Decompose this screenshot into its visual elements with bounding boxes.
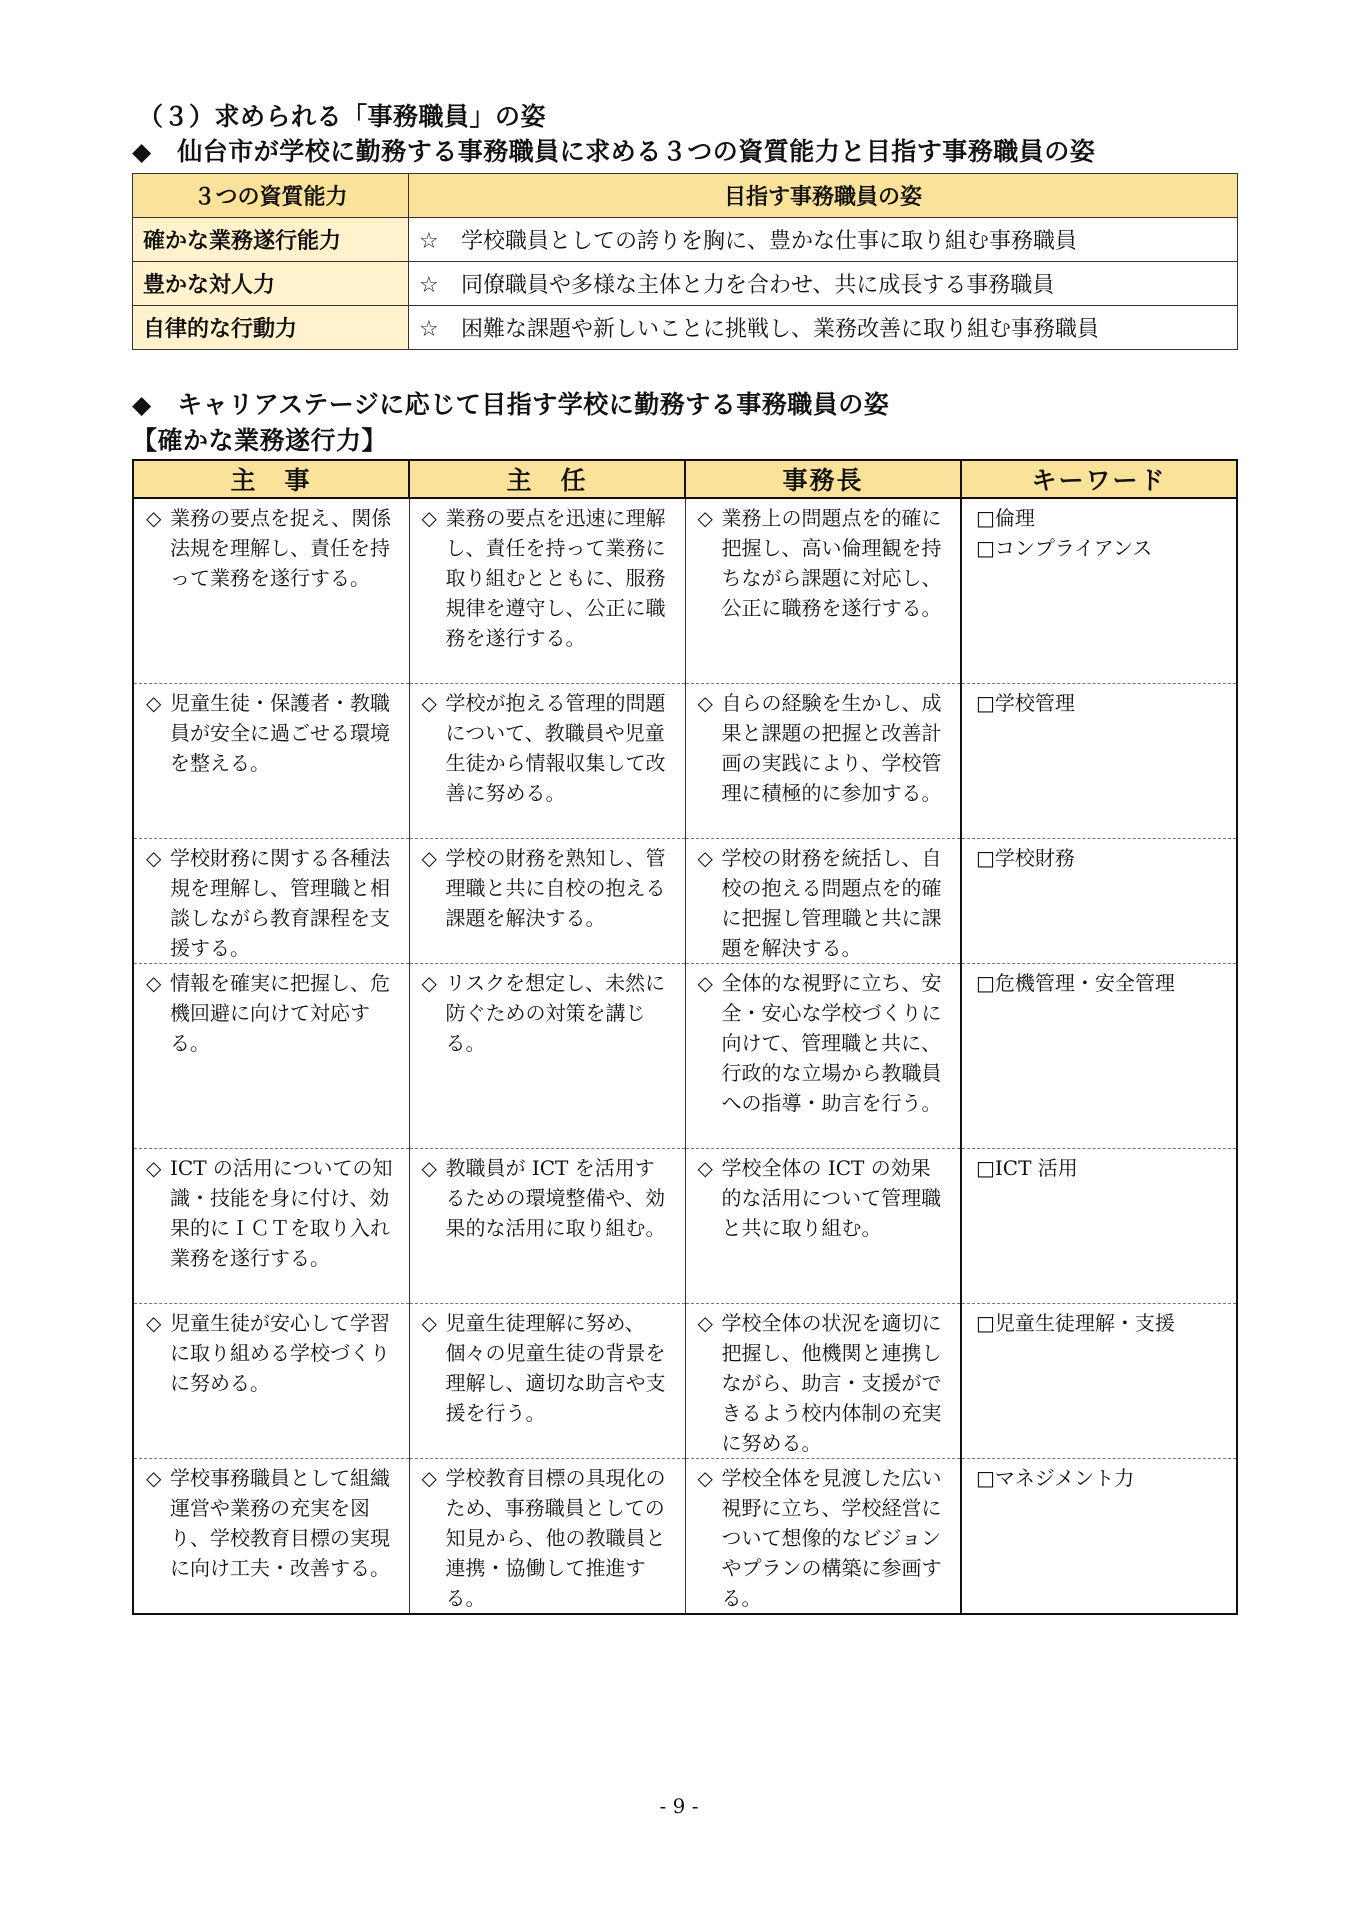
shuji-cell [133,964,409,1149]
header-keyword: キーワード [961,460,1237,498]
subheading-career-stage: ◆ キャリアステージに応じて目指す学校に勤務する事務職員の姿 [132,390,890,419]
diamond-bullet-icon: ◇ [146,971,162,995]
cell-text: 学校事務職員として組織運営や業務の充実を図り、学校教育目標の実現に向け工夫・改善する。 [170,1466,390,1580]
keyword-cell [961,1459,1237,1615]
header-jimucho: 事務長 [685,460,961,498]
keyword-cell [961,1304,1237,1459]
shuji-cell [133,684,409,839]
jimucho-cell [685,1459,961,1615]
cell-text: 学校の財務を統括し、自校の抱える問題点を的確に把握し管理職と共に課題を解決する。 [721,846,942,960]
cell-text: ICT の活用についての知識・技能を身に付け、効果的にＩＣＴを取り入れ業務を遂行する。 [170,1156,393,1270]
cell-text: 学校全体の状況を適切に把握し、他機関と連携しながら、助言・支援ができるよう校内体制の充実に努める。 [721,1311,942,1455]
keyword-item: □ICT 活用 [976,1156,1078,1180]
qualities-table [132,173,1238,350]
shunin-cell [409,1149,685,1304]
star-icon: ☆ [419,273,439,298]
cell-text: 学校全体の ICT の効果的な活用について管理職と共に取り組む。 [721,1156,942,1240]
shuji-cell [133,839,409,964]
diamond-bullet-icon: ◇ [697,846,713,870]
career-table-row [133,1459,1237,1615]
diamond-bullet-icon: ◇ [146,691,162,715]
diamond-bullet-icon: ◇ [421,846,437,870]
qualities-row [133,262,1238,306]
shuji-cell [133,498,409,684]
shuji-cell [133,1459,409,1615]
quality-text: 学校職員としての誇りを胸に、豊かな仕事に取り組む事務職員 [461,229,1078,254]
diamond-bullet-icon: ◇ [146,506,162,530]
career-table-row [133,1304,1237,1459]
header-shuji: 主 事 [133,460,409,498]
quality-text: 同僚職員や多様な主体と力を合わせ、共に成長する事務職員 [461,273,1055,298]
career-table-row [133,684,1237,839]
diamond-bullet-icon: ◇ [146,846,162,870]
career-table-row [133,498,1237,684]
keyword-item: □危機管理・安全管理 [976,971,1175,995]
career-table-row [133,964,1237,1149]
shunin-cell [409,498,685,684]
shuji-cell [133,1149,409,1304]
qualities-row [133,218,1238,262]
diamond-bullet-icon: ◇ [697,1466,713,1490]
keyword-cell [961,964,1237,1149]
cell-text: 学校の財務を熟知し、管理職と共に自校の抱える課題を解決する。 [445,846,666,930]
cell-text: 業務の要点を捉え、関係法規を理解し、責任を持って業務を遂行する。 [170,506,392,590]
diamond-bullet-icon: ◇ [421,1156,437,1180]
section-title: （３）求められる「事務職員」の姿 [138,102,547,131]
cell-text: 児童生徒・保護者・教職員が安全に過ごせる環境を整える。 [170,691,390,775]
diamond-bullet-icon: ◇ [697,1156,713,1180]
shuji-cell [133,1304,409,1459]
career-table-row [133,839,1237,964]
cell-text: リスクを想定し、未然に防ぐための対策を講じる。 [445,971,666,1055]
quality-label: 豊かな対人力 [133,262,409,306]
keyword-cell [961,498,1237,684]
cell-text: 全体的な視野に立ち、安全・安心な学校づくりに向けて、管理職と共に、行政的な立場から教職員への指導・助言を行う。 [721,971,942,1115]
shunin-cell [409,964,685,1149]
shunin-cell [409,1459,685,1615]
keyword-item: □児童生徒理解・支援 [976,1311,1175,1335]
career-stage-table [132,459,1238,1615]
career-table-header [133,460,1237,498]
keyword-item: □マネジメント力 [976,1466,1135,1490]
cell-text: 情報を確実に把握し、危機回避に向けて対応する。 [170,971,390,1055]
jimucho-cell [685,1304,961,1459]
cell-text: 学校全体を見渡した広い視野に立ち、学校経営について想像的なビジョンやプランの構築に参画する。 [721,1466,942,1610]
category-title: 【確かな業務遂行力】 [132,426,388,455]
cell-text: 自らの経験を生かし、成果と課題の把握と改善計画の実践により、学校管理に積極的に参加する。 [721,691,942,805]
header-qualities: ３つの資質能力 [133,174,409,218]
quality-text: 困難な課題や新しいことに挑戦し、業務改善に取り組む事務職員 [461,317,1100,342]
quality-description [409,218,1238,262]
cell-text: 業務の要点を迅速に理解し、責任を持って業務に取り組むとともに、服務規律を遵守し、公正に職務を遂行する。 [445,506,666,650]
keyword-cell [961,684,1237,839]
star-icon: ☆ [419,229,439,254]
qualities-table-header [133,174,1238,218]
quality-label: 確かな業務遂行能力 [133,218,409,262]
quality-label: 自律的な行動力 [133,306,409,350]
cell-text: 学校財務に関する各種法規を理解し、管理職と相談しながら教育課程を支援する。 [170,846,390,960]
shunin-cell [409,839,685,964]
header-target-image: 目指す事務職員の姿 [409,174,1238,218]
keyword-item: □倫理 [976,506,1035,530]
jimucho-cell [685,964,961,1149]
keyword-item: □コンプライアンス [976,536,1153,560]
career-table-body [133,498,1237,1614]
diamond-bullet-icon: ◇ [697,506,713,530]
cell-text: 児童生徒が安心して学習に取り組める学校づくりに努める。 [170,1311,390,1395]
keyword-item: □学校管理 [976,691,1075,715]
diamond-bullet-icon: ◇ [146,1466,162,1490]
diamond-bullet-icon: ◇ [421,1311,437,1335]
diamond-bullet-icon: ◇ [421,691,437,715]
diamond-bullet-icon: ◇ [421,1466,437,1490]
diamond-bullet-icon: ◇ [421,971,437,995]
jimucho-cell [685,1149,961,1304]
diamond-bullet-icon: ◇ [697,971,713,995]
keyword-item: □学校財務 [976,846,1075,870]
header-shunin: 主 任 [409,460,685,498]
keyword-cell [961,839,1237,964]
qualities-row [133,306,1238,350]
cell-text: 教職員が ICT を活用するための環境整備や、効果的な活用に取り組む。 [445,1156,666,1240]
cell-text: 業務上の問題点を的確に把握し、高い倫理観を持ちながら課題に対応し、公正に職務を遂行する。 [721,506,942,620]
jimucho-cell [685,839,961,964]
cell-text: 学校が抱える管理的問題について、教職員や児童生徒から情報収集して改善に努める。 [445,691,666,805]
page-number: - 9 - [659,1794,699,1818]
jimucho-cell [685,684,961,839]
career-table-row [133,1149,1237,1304]
diamond-bullet-icon: ◇ [421,506,437,530]
cell-text: 学校教育目標の具現化のため、事務職員としての知見から、他の教職員と連携・協働して推進する。 [445,1466,666,1610]
quality-description [409,306,1238,350]
shunin-cell [409,1304,685,1459]
star-icon: ☆ [419,317,439,342]
subheading-qualities: ◆ 仙台市が学校に勤務する事務職員に求める３つの資質能力と目指す事務職員の姿 [132,137,1096,166]
jimucho-cell [685,498,961,684]
keyword-cell [961,1149,1237,1304]
diamond-bullet-icon: ◇ [146,1311,162,1335]
diamond-bullet-icon: ◇ [146,1156,162,1180]
diamond-bullet-icon: ◇ [697,691,713,715]
cell-text: 児童生徒理解に努め、個々の児童生徒の背景を理解し、適切な助言や支援を行う。 [445,1311,666,1425]
diamond-bullet-icon: ◇ [697,1311,713,1335]
shunin-cell [409,684,685,839]
quality-description [409,262,1238,306]
